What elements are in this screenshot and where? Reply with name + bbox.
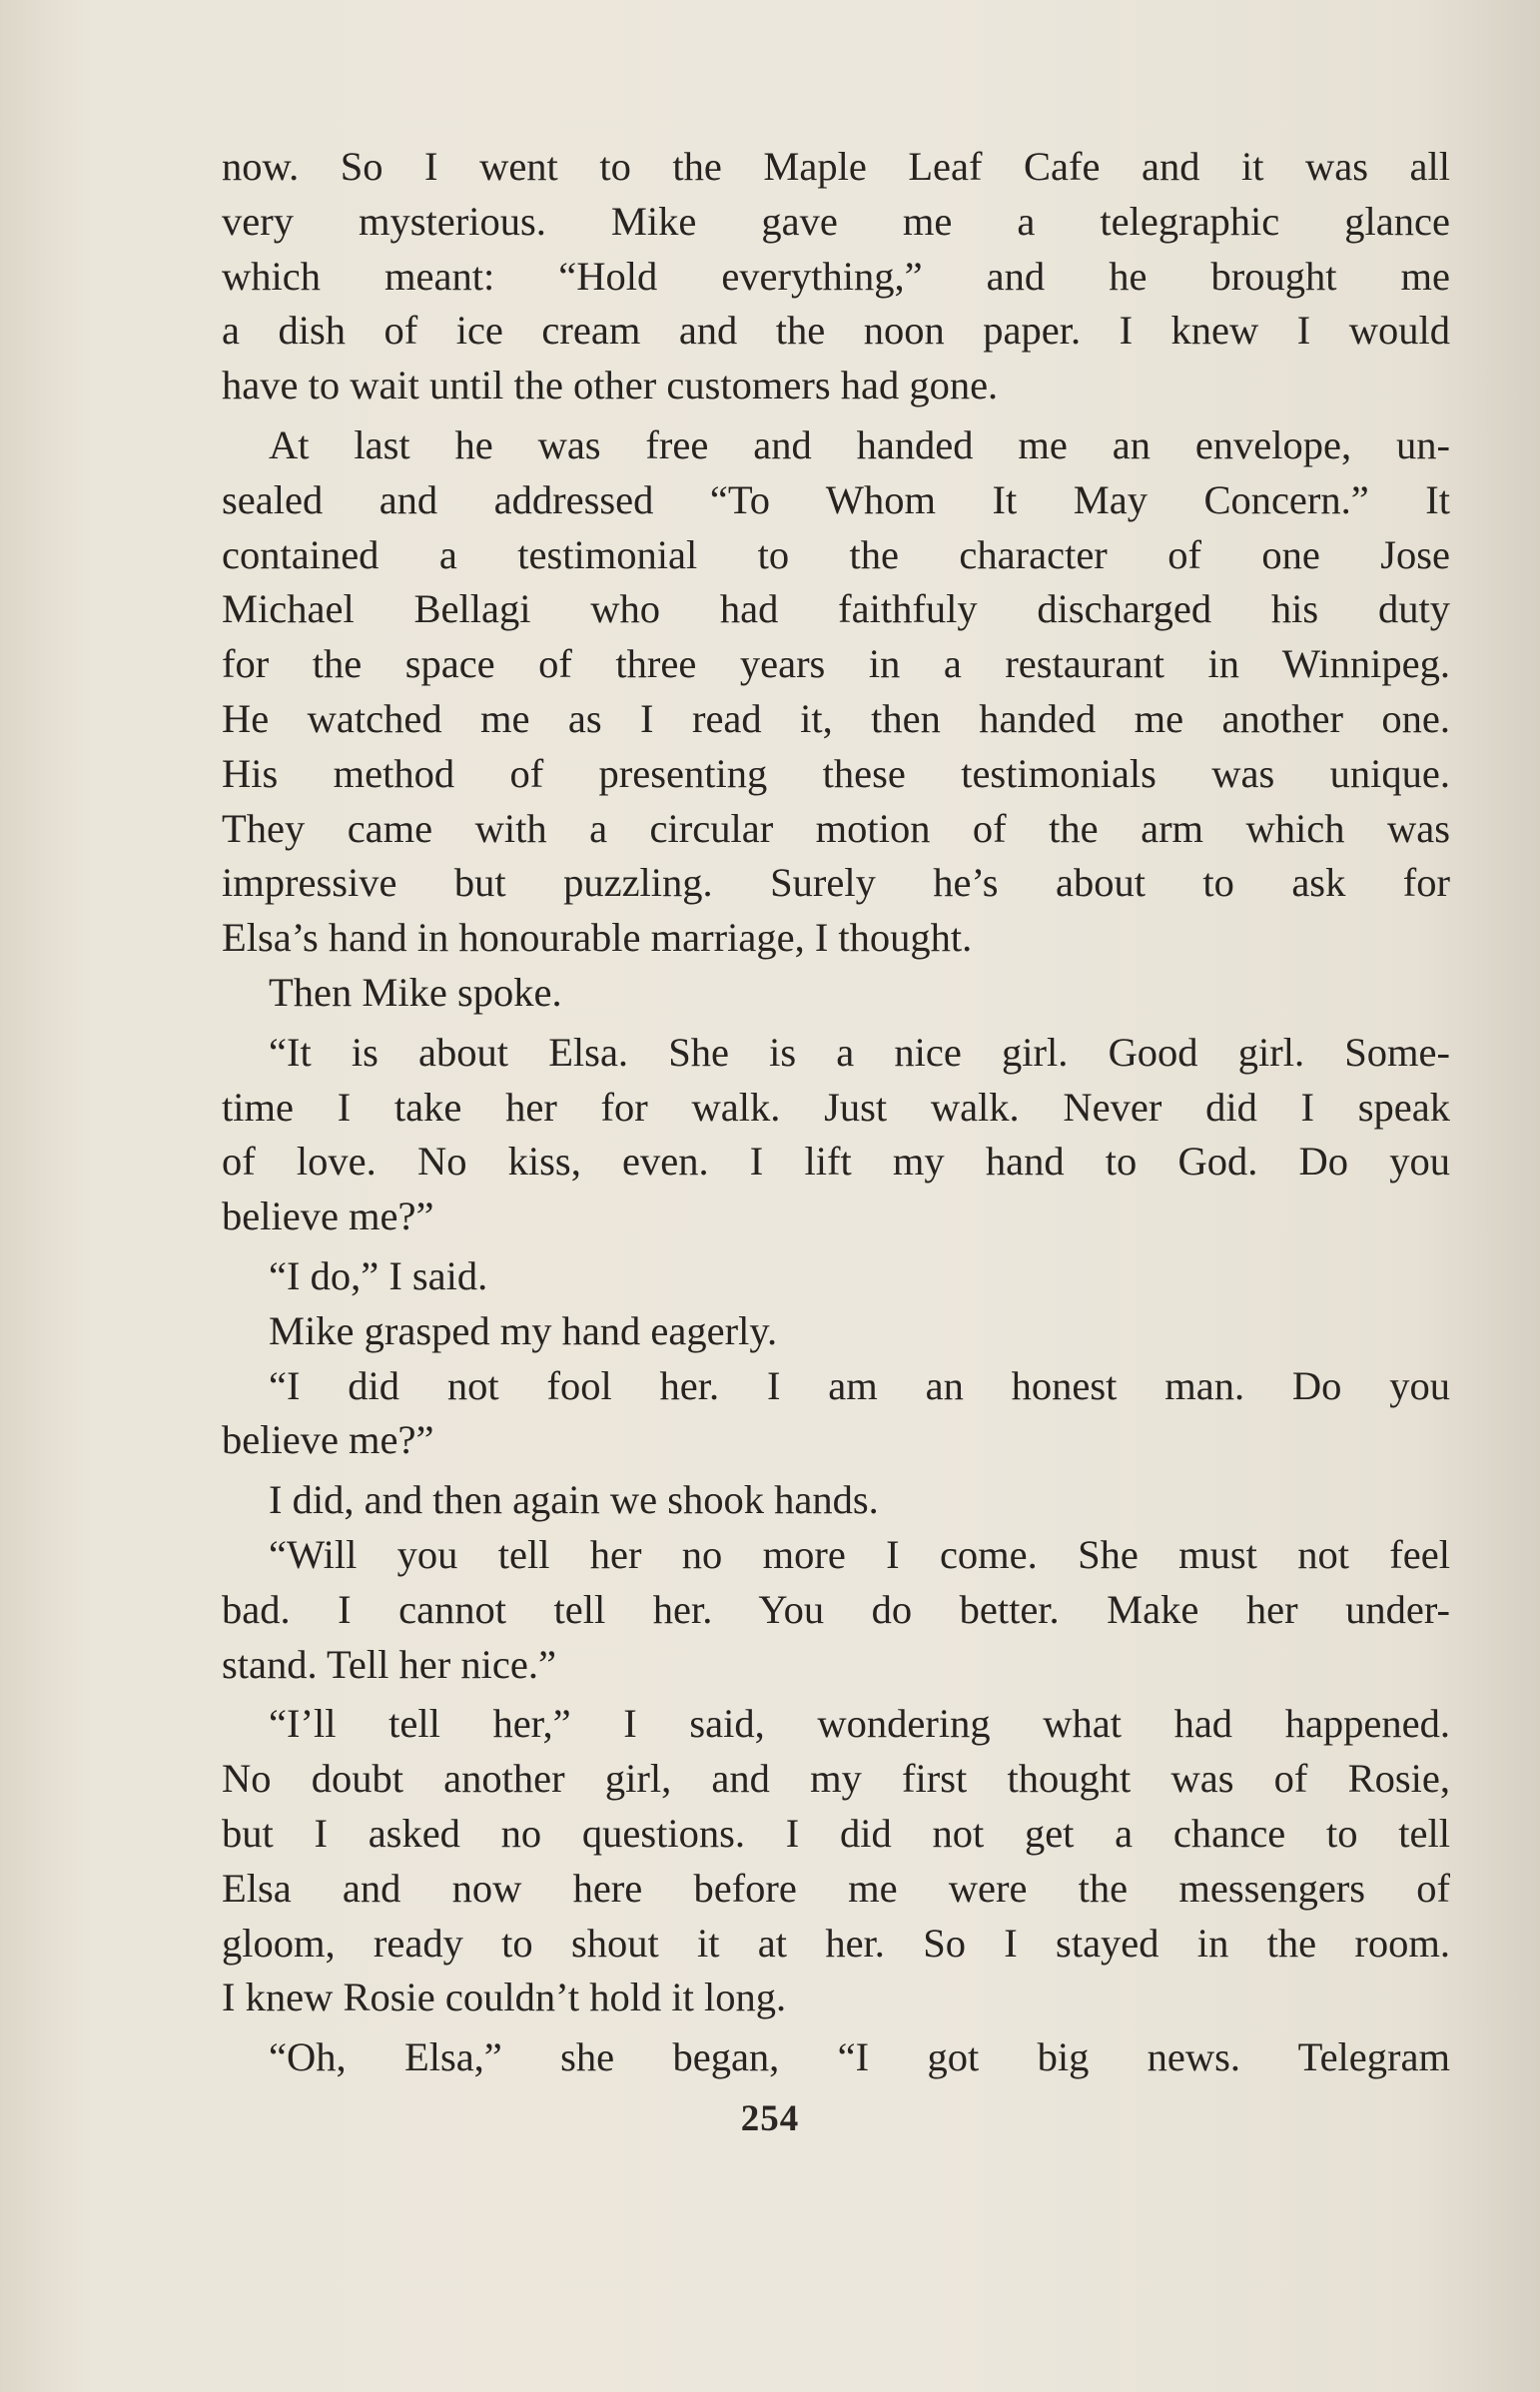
text-line: a dish of ice cream and the noon paper. I knew I would — [222, 308, 1450, 354]
paragraph — [222, 1473, 1450, 1528]
paragraph — [222, 1359, 1450, 1469]
text-line: which meant: “Hold everything,” and he brought me — [222, 253, 1450, 299]
text-line: but I asked no questions. I did not get a chance to tell — [222, 1810, 1450, 1856]
text-line: bad. I cannot tell her. You do better. Make her under- — [222, 1586, 1450, 1632]
paragraph — [222, 2030, 1450, 2085]
text-line: gloom, ready to shout it at her. So I stayed in the room. — [222, 1920, 1450, 1966]
text-line: sealed and addressed “To Whom It May Concern.” It — [222, 476, 1450, 522]
text-line: contained a testimonial to the character of one Jose — [222, 531, 1450, 577]
text-line: Mike grasped my hand eagerly. — [269, 1307, 778, 1353]
text-line: “I do,” I said. — [269, 1252, 488, 1298]
text-line: No doubt another girl, and my first thought was of Rosie, — [222, 1756, 1450, 1802]
paragraph — [222, 140, 1450, 413]
text-line: believe me?” — [222, 1417, 434, 1463]
text-line: “Will you tell her no more I come. She must not feel — [269, 1531, 1450, 1577]
paragraph — [222, 1249, 1450, 1304]
text-line: He watched me as I read it, then handed me another one. — [222, 695, 1450, 741]
text-line: “I’ll tell her,” I said, wondering what had happened. — [269, 1701, 1450, 1747]
paragraph — [222, 1697, 1450, 2025]
paragraph — [222, 1528, 1450, 1692]
text-line: At last he was free and handed me an envelope, un- — [269, 421, 1450, 467]
text-line: for the space of three years in a restaurant in Winnipeg. — [222, 641, 1450, 687]
text-line: “I did not fool her. I am an honest man. Do you — [269, 1362, 1450, 1408]
text-line: “It is about Elsa. She is a nice girl. Good girl. Some- — [269, 1029, 1450, 1075]
text-line: time I take her for walk. Just walk. Never did I speak — [222, 1084, 1450, 1130]
text-line: of love. No kiss, even. I lift my hand to God. Do you — [222, 1139, 1450, 1185]
text-line: believe me?” — [222, 1194, 434, 1239]
text-line: impressive but puzzling. Surely he’s about to ask for — [222, 860, 1450, 906]
text-line: I knew Rosie couldn’t hold it long. — [222, 1975, 787, 2020]
text-line: I did, and then again we shook hands. — [269, 1477, 879, 1523]
text-line: Michael Bellagi who had faithfuly discharged his duty — [222, 586, 1450, 632]
text-line: now. So I went to the Maple Leaf Cafe and it was all — [222, 144, 1450, 189]
text-line: stand. Tell her nice.” — [222, 1641, 556, 1687]
body-text — [222, 140, 1450, 2085]
text-line: They came with a circular motion of the arm which was — [222, 805, 1450, 851]
paragraph — [222, 418, 1450, 966]
text-line: Then Mike spoke. — [269, 969, 562, 1015]
paragraph — [222, 966, 1450, 1021]
text-line: His method of presenting these testimonials was unique. — [222, 750, 1450, 796]
paragraph — [222, 1304, 1450, 1359]
text-line: Elsa’s hand in honourable marriage, I thought. — [222, 915, 973, 961]
text-line: “Oh, Elsa,” she began, “I got big news. Telegram — [269, 2034, 1450, 2080]
text-line: very mysterious. Mike gave me a telegraphic glance — [222, 198, 1450, 244]
text-line: Elsa and now here before me were the messengers of — [222, 1865, 1450, 1911]
paragraph — [222, 1026, 1450, 1244]
page-number: 254 — [740, 2098, 800, 2139]
text-line: have to wait until the other customers had gone. — [222, 363, 999, 408]
